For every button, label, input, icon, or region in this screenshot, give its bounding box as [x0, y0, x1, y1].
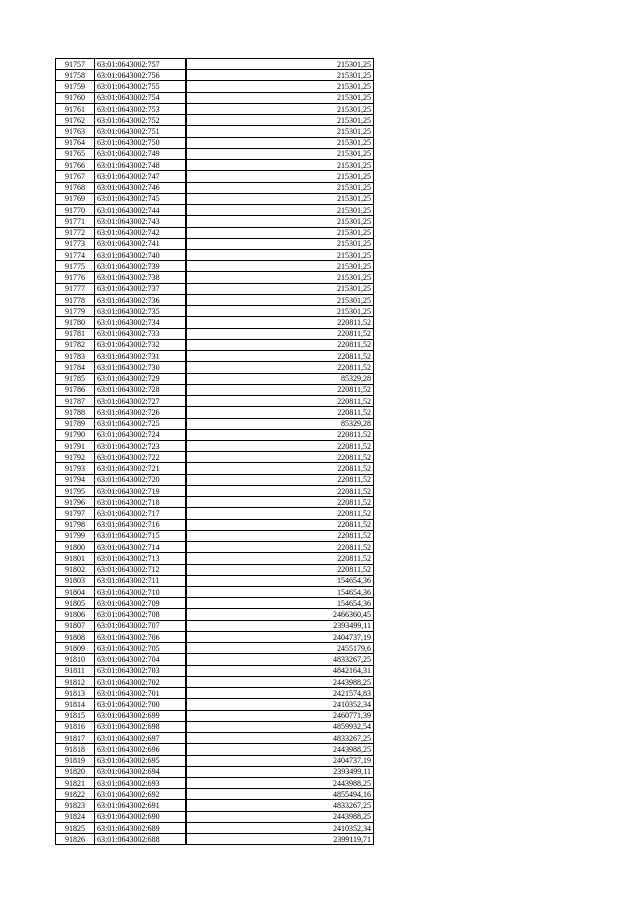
value-cell: 215301,25 [186, 148, 374, 159]
table-row [56, 452, 374, 463]
value-cell: 2466360,45 [186, 609, 374, 620]
cadastral-number-cell: 63:01:0643002:694 [95, 766, 187, 777]
cadastral-number-cell: 63:01:0643002:756 [95, 70, 187, 81]
value-cell: 2460771,39 [186, 710, 374, 721]
value-cell: 220811,52 [186, 463, 374, 474]
value-cell: 85329,28 [186, 418, 374, 429]
table-row [56, 834, 374, 845]
value-cell: 85329,28 [186, 373, 374, 384]
cadastral-number-cell: 63:01:0643002:714 [95, 542, 187, 553]
table-row [56, 384, 374, 395]
value-cell: 220811,52 [186, 485, 374, 496]
cadastral-number-cell: 63:01:0643002:729 [95, 373, 187, 384]
table-row [56, 654, 374, 665]
row-id-cell: 91794 [56, 474, 95, 485]
row-id-cell: 91762 [56, 115, 95, 126]
cadastral-number-cell: 63:01:0643002:726 [95, 407, 187, 418]
row-id-cell: 91782 [56, 339, 95, 350]
row-id-cell: 91811 [56, 665, 95, 676]
value-cell: 220811,52 [186, 396, 374, 407]
row-id-cell: 91779 [56, 306, 95, 317]
value-cell: 215301,25 [186, 205, 374, 216]
cadastral-number-cell: 63:01:0643002:738 [95, 272, 187, 283]
cadastral-number-cell: 63:01:0643002:690 [95, 811, 187, 822]
value-cell: 215301,25 [186, 216, 374, 227]
row-id-cell: 91822 [56, 789, 95, 800]
value-cell: 2410352,34 [186, 699, 374, 710]
value-cell: 215301,25 [186, 238, 374, 249]
table-row [56, 530, 374, 541]
value-cell: 154654,36 [186, 587, 374, 598]
row-id-cell: 91799 [56, 530, 95, 541]
cadastral-number-cell: 63:01:0643002:708 [95, 609, 187, 620]
table-row [56, 609, 374, 620]
cadastral-number-cell: 63:01:0643002:741 [95, 238, 187, 249]
row-id-cell: 91806 [56, 609, 95, 620]
cadastral-number-cell: 63:01:0643002:733 [95, 328, 187, 339]
cadastral-number-cell: 63:01:0643002:718 [95, 497, 187, 508]
row-id-cell: 91792 [56, 452, 95, 463]
row-id-cell: 91764 [56, 137, 95, 148]
row-id-cell: 91768 [56, 182, 95, 193]
table-row [56, 508, 374, 519]
cadastral-number-cell: 63:01:0643002:752 [95, 115, 187, 126]
cadastral-number-cell: 63:01:0643002:712 [95, 564, 187, 575]
row-id-cell: 91816 [56, 721, 95, 732]
value-cell: 220811,52 [186, 429, 374, 440]
value-cell: 2404737,19 [186, 631, 374, 642]
cadastral-number-cell: 63:01:0643002:692 [95, 789, 187, 800]
value-cell: 215301,25 [186, 115, 374, 126]
cadastral-number-cell: 63:01:0643002:743 [95, 216, 187, 227]
cadastral-number-cell: 63:01:0643002:695 [95, 755, 187, 766]
value-cell: 2421574,83 [186, 688, 374, 699]
row-id-cell: 91757 [56, 59, 95, 70]
table-row [56, 822, 374, 833]
value-cell: 220811,52 [186, 564, 374, 575]
value-cell: 220811,52 [186, 474, 374, 485]
value-cell: 2455179,6 [186, 643, 374, 654]
table-row [56, 171, 374, 182]
value-cell: 220811,52 [186, 530, 374, 541]
cadastral-number-cell: 63:01:0643002:704 [95, 654, 187, 665]
value-cell: 215301,25 [186, 92, 374, 103]
table-row [56, 306, 374, 317]
table-row [56, 418, 374, 429]
row-id-cell: 91778 [56, 294, 95, 305]
value-cell: 2443988,25 [186, 676, 374, 687]
cadastral-number-cell: 63:01:0643002:748 [95, 160, 187, 171]
row-id-cell: 91763 [56, 126, 95, 137]
value-cell: 215301,25 [186, 81, 374, 92]
row-id-cell: 91770 [56, 205, 95, 216]
cadastral-number-cell: 63:01:0643002:735 [95, 306, 187, 317]
table-row [56, 92, 374, 103]
row-id-cell: 91774 [56, 249, 95, 260]
cadastral-number-cell: 63:01:0643002:703 [95, 665, 187, 676]
row-id-cell: 91805 [56, 598, 95, 609]
data-table [55, 58, 374, 845]
cadastral-number-cell: 63:01:0643002:724 [95, 429, 187, 440]
table-row [56, 587, 374, 598]
table-row [56, 789, 374, 800]
cadastral-number-cell: 63:01:0643002:709 [95, 598, 187, 609]
value-cell: 4833267,25 [186, 800, 374, 811]
table-row [56, 800, 374, 811]
value-cell: 215301,25 [186, 227, 374, 238]
value-cell: 215301,25 [186, 261, 374, 272]
row-id-cell: 91800 [56, 542, 95, 553]
row-id-cell: 91808 [56, 631, 95, 642]
row-id-cell: 91821 [56, 778, 95, 789]
table-row [56, 733, 374, 744]
cadastral-number-cell: 63:01:0643002:749 [95, 148, 187, 159]
cadastral-number-cell: 63:01:0643002:753 [95, 103, 187, 114]
row-id-cell: 91823 [56, 800, 95, 811]
table-row [56, 721, 374, 732]
table-row [56, 182, 374, 193]
table-row [56, 261, 374, 272]
value-cell: 2393499,11 [186, 620, 374, 631]
table-row [56, 564, 374, 575]
cadastral-number-cell: 63:01:0643002:707 [95, 620, 187, 631]
table-row [56, 575, 374, 586]
row-id-cell: 91777 [56, 283, 95, 294]
row-id-cell: 91793 [56, 463, 95, 474]
table-row [56, 339, 374, 350]
value-cell: 220811,52 [186, 553, 374, 564]
value-cell: 215301,25 [186, 160, 374, 171]
table-row [56, 440, 374, 451]
value-cell: 215301,25 [186, 283, 374, 294]
value-cell: 215301,25 [186, 182, 374, 193]
table-row [56, 542, 374, 553]
value-cell: 220811,52 [186, 384, 374, 395]
cadastral-number-cell: 63:01:0643002:750 [95, 137, 187, 148]
row-id-cell: 91815 [56, 710, 95, 721]
cadastral-number-cell: 63:01:0643002:698 [95, 721, 187, 732]
cadastral-number-cell: 63:01:0643002:706 [95, 631, 187, 642]
value-cell: 4842164,31 [186, 665, 374, 676]
table-row [56, 631, 374, 642]
cadastral-number-cell: 63:01:0643002:722 [95, 452, 187, 463]
cadastral-number-cell: 63:01:0643002:700 [95, 699, 187, 710]
table-row [56, 463, 374, 474]
table-row [56, 811, 374, 822]
table-row [56, 115, 374, 126]
cadastral-number-cell: 63:01:0643002:720 [95, 474, 187, 485]
value-cell: 2393499,11 [186, 766, 374, 777]
table-row [56, 553, 374, 564]
table-row [56, 216, 374, 227]
row-id-cell: 91759 [56, 81, 95, 92]
table-row [56, 688, 374, 699]
value-cell: 215301,25 [186, 137, 374, 148]
table-row [56, 755, 374, 766]
table-row [56, 665, 374, 676]
cadastral-number-cell: 63:01:0643002:702 [95, 676, 187, 687]
value-cell: 215301,25 [186, 272, 374, 283]
row-id-cell: 91788 [56, 407, 95, 418]
table-body [56, 59, 374, 845]
table-row [56, 396, 374, 407]
value-cell: 220811,52 [186, 508, 374, 519]
table-row [56, 778, 374, 789]
value-cell: 220811,52 [186, 497, 374, 508]
cadastral-number-cell: 63:01:0643002:710 [95, 587, 187, 598]
value-cell: 2399119,71 [186, 834, 374, 845]
row-id-cell: 91773 [56, 238, 95, 249]
value-cell: 2404737,19 [186, 755, 374, 766]
value-cell: 4859932,54 [186, 721, 374, 732]
table-row [56, 407, 374, 418]
value-cell: 154654,36 [186, 598, 374, 609]
row-id-cell: 91761 [56, 103, 95, 114]
cadastral-number-cell: 63:01:0643002:723 [95, 440, 187, 451]
row-id-cell: 91789 [56, 418, 95, 429]
table-row [56, 744, 374, 755]
value-cell: 220811,52 [186, 351, 374, 362]
cadastral-number-cell: 63:01:0643002:755 [95, 81, 187, 92]
value-cell: 215301,25 [186, 306, 374, 317]
row-id-cell: 91797 [56, 508, 95, 519]
value-cell: 215301,25 [186, 59, 374, 70]
row-id-cell: 91785 [56, 373, 95, 384]
cadastral-number-cell: 63:01:0643002:696 [95, 744, 187, 755]
value-cell: 4855494,16 [186, 789, 374, 800]
row-id-cell: 91803 [56, 575, 95, 586]
table-row [56, 362, 374, 373]
table-row [56, 497, 374, 508]
table-row [56, 351, 374, 362]
value-cell: 4833267,25 [186, 654, 374, 665]
table-row [56, 294, 374, 305]
row-id-cell: 91804 [56, 587, 95, 598]
cadastral-number-cell: 63:01:0643002:721 [95, 463, 187, 474]
cadastral-number-cell: 63:01:0643002:715 [95, 530, 187, 541]
row-id-cell: 91820 [56, 766, 95, 777]
cadastral-number-cell: 63:01:0643002:747 [95, 171, 187, 182]
cadastral-number-cell: 63:01:0643002:689 [95, 822, 187, 833]
row-id-cell: 91798 [56, 519, 95, 530]
cadastral-number-cell: 63:01:0643002:728 [95, 384, 187, 395]
table-row [56, 193, 374, 204]
row-id-cell: 91802 [56, 564, 95, 575]
row-id-cell: 91801 [56, 553, 95, 564]
cadastral-number-cell: 63:01:0643002:740 [95, 249, 187, 260]
value-cell: 215301,25 [186, 70, 374, 81]
cadastral-number-cell: 63:01:0643002:745 [95, 193, 187, 204]
table-row [56, 643, 374, 654]
cadastral-number-cell: 63:01:0643002:697 [95, 733, 187, 744]
row-id-cell: 91796 [56, 497, 95, 508]
row-id-cell: 91783 [56, 351, 95, 362]
table-row [56, 699, 374, 710]
row-id-cell: 91784 [56, 362, 95, 373]
cadastral-number-cell: 63:01:0643002:737 [95, 283, 187, 294]
row-id-cell: 91795 [56, 485, 95, 496]
table-row [56, 317, 374, 328]
table-row [56, 137, 374, 148]
row-id-cell: 91758 [56, 70, 95, 81]
row-id-cell: 91825 [56, 822, 95, 833]
value-cell: 215301,25 [186, 171, 374, 182]
value-cell: 220811,52 [186, 407, 374, 418]
cadastral-number-cell: 63:01:0643002:744 [95, 205, 187, 216]
cadastral-number-cell: 63:01:0643002:701 [95, 688, 187, 699]
value-cell: 220811,52 [186, 440, 374, 451]
table-row [56, 238, 374, 249]
cadastral-number-cell: 63:01:0643002:739 [95, 261, 187, 272]
row-id-cell: 91786 [56, 384, 95, 395]
row-id-cell: 91809 [56, 643, 95, 654]
value-cell: 215301,25 [186, 103, 374, 114]
table-row [56, 620, 374, 631]
row-id-cell: 91769 [56, 193, 95, 204]
table-row [56, 70, 374, 81]
cadastral-number-cell: 63:01:0643002:693 [95, 778, 187, 789]
row-id-cell: 91807 [56, 620, 95, 631]
value-cell: 220811,52 [186, 328, 374, 339]
cadastral-number-cell: 63:01:0643002:719 [95, 485, 187, 496]
row-id-cell: 91813 [56, 688, 95, 699]
value-cell: 215301,25 [186, 294, 374, 305]
value-cell: 220811,52 [186, 339, 374, 350]
table-row [56, 766, 374, 777]
row-id-cell: 91824 [56, 811, 95, 822]
cadastral-number-cell: 63:01:0643002:751 [95, 126, 187, 137]
row-id-cell: 91776 [56, 272, 95, 283]
value-cell: 154654,36 [186, 575, 374, 586]
table-row [56, 103, 374, 114]
table-row [56, 148, 374, 159]
cadastral-number-cell: 63:01:0643002:713 [95, 553, 187, 564]
table-row [56, 710, 374, 721]
cadastral-number-cell: 63:01:0643002:742 [95, 227, 187, 238]
cadastral-number-cell: 63:01:0643002:734 [95, 317, 187, 328]
cadastral-number-cell: 63:01:0643002:725 [95, 418, 187, 429]
cadastral-number-cell: 63:01:0643002:705 [95, 643, 187, 654]
cadastral-number-cell: 63:01:0643002:730 [95, 362, 187, 373]
row-id-cell: 91810 [56, 654, 95, 665]
value-cell: 215301,25 [186, 193, 374, 204]
cadastral-number-cell: 63:01:0643002:688 [95, 834, 187, 845]
table-row [56, 126, 374, 137]
value-cell: 220811,52 [186, 452, 374, 463]
table-row [56, 373, 374, 384]
row-id-cell: 91826 [56, 834, 95, 845]
value-cell: 2443988,25 [186, 778, 374, 789]
row-id-cell: 91817 [56, 733, 95, 744]
row-id-cell: 91760 [56, 92, 95, 103]
row-id-cell: 91775 [56, 261, 95, 272]
value-cell: 220811,52 [186, 519, 374, 530]
row-id-cell: 91781 [56, 328, 95, 339]
table-row [56, 474, 374, 485]
row-id-cell: 91767 [56, 171, 95, 182]
table-row [56, 485, 374, 496]
table-row [56, 249, 374, 260]
row-id-cell: 91814 [56, 699, 95, 710]
table-row [56, 429, 374, 440]
cadastral-number-cell: 63:01:0643002:757 [95, 59, 187, 70]
cadastral-number-cell: 63:01:0643002:754 [95, 92, 187, 103]
value-cell: 220811,52 [186, 542, 374, 553]
table-row [56, 283, 374, 294]
table-row [56, 519, 374, 530]
row-id-cell: 91790 [56, 429, 95, 440]
table-row [56, 81, 374, 92]
table-row [56, 676, 374, 687]
cadastral-number-cell: 63:01:0643002:711 [95, 575, 187, 586]
cadastral-number-cell: 63:01:0643002:691 [95, 800, 187, 811]
cadastral-number-cell: 63:01:0643002:736 [95, 294, 187, 305]
cadastral-number-cell: 63:01:0643002:717 [95, 508, 187, 519]
value-cell: 220811,52 [186, 317, 374, 328]
table-row [56, 272, 374, 283]
row-id-cell: 91766 [56, 160, 95, 171]
cadastral-number-cell: 63:01:0643002:716 [95, 519, 187, 530]
row-id-cell: 91772 [56, 227, 95, 238]
row-id-cell: 91819 [56, 755, 95, 766]
row-id-cell: 91812 [56, 676, 95, 687]
row-id-cell: 91765 [56, 148, 95, 159]
table-row [56, 227, 374, 238]
value-cell: 2443988,25 [186, 744, 374, 755]
value-cell: 215301,25 [186, 126, 374, 137]
value-cell: 215301,25 [186, 249, 374, 260]
row-id-cell: 91791 [56, 440, 95, 451]
cadastral-number-cell: 63:01:0643002:699 [95, 710, 187, 721]
cadastral-number-cell: 63:01:0643002:727 [95, 396, 187, 407]
value-cell: 4833267,25 [186, 733, 374, 744]
row-id-cell: 91780 [56, 317, 95, 328]
table-row [56, 598, 374, 609]
cadastral-number-cell: 63:01:0643002:732 [95, 339, 187, 350]
cadastral-number-cell: 63:01:0643002:731 [95, 351, 187, 362]
row-id-cell: 91787 [56, 396, 95, 407]
row-id-cell: 91818 [56, 744, 95, 755]
value-cell: 2443988,25 [186, 811, 374, 822]
cadastral-number-cell: 63:01:0643002:746 [95, 182, 187, 193]
value-cell: 220811,52 [186, 362, 374, 373]
table-row [56, 328, 374, 339]
table-row [56, 205, 374, 216]
table-row [56, 160, 374, 171]
value-cell: 2410352,34 [186, 822, 374, 833]
table-row [56, 59, 374, 70]
row-id-cell: 91771 [56, 216, 95, 227]
